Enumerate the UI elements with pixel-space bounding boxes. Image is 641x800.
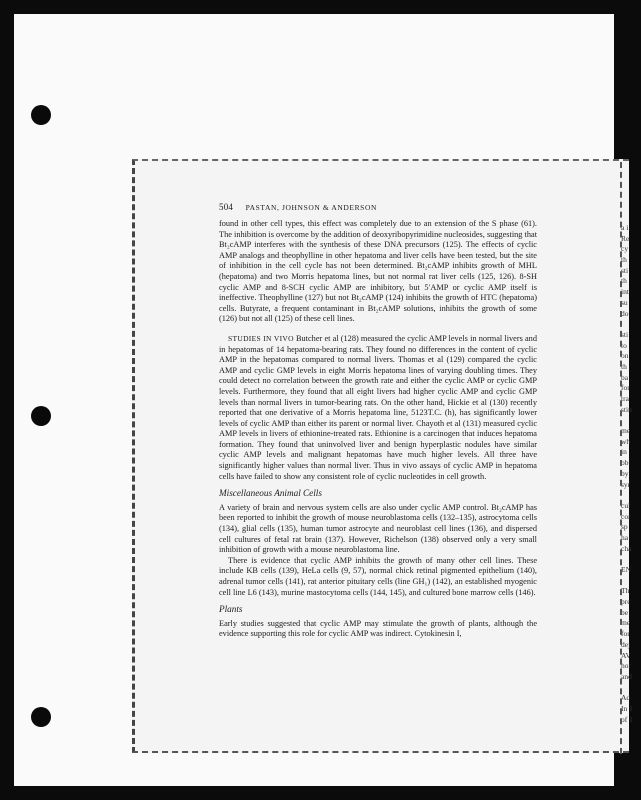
- punch-hole-bottom: [31, 707, 51, 727]
- facing-page-fragment: prc: [621, 597, 631, 607]
- paragraph-misc-1: A variety of brain and nervous system cells are also under cyclic AMP control. Bt₂cAMP has been reported to inhibit the growth of mouse neuroblastoma cells (132–135), astrocytoma cells (134), glial cells (135), human tumor astrocyte and neuroblast cell lines (136), and dispersed cell cultures of fetal rat brain (137). However, Richelson (138) observed only a very small inhibition of growth with a mouse neuroblastoma line.: [219, 502, 537, 555]
- facing-page-fragment: be: [621, 607, 629, 617]
- facing-page-fragment: a i: [621, 223, 629, 232]
- facing-page-fragment: to: [621, 340, 627, 350]
- facing-page-fragment: ha: [621, 532, 629, 542]
- facing-page-fragment: Re: [621, 233, 630, 243]
- running-header: [219, 202, 377, 212]
- facing-page-fragment: by: [621, 468, 629, 478]
- facing-page-fragments: [621, 223, 641, 725]
- page-edge: [620, 162, 624, 754]
- page-number: 504: [219, 202, 234, 212]
- punch-hole-top: [31, 105, 51, 125]
- facing-page-fragment: tra: [621, 394, 629, 403]
- facing-page-fragment: of 1: [621, 714, 633, 724]
- facing-page-fragment: hor: [621, 661, 631, 671]
- section-heading-plants: Plants: [219, 604, 243, 615]
- facing-page-fragment: sti: [621, 265, 629, 275]
- studies-text: Butcher et al (128) measured the cyclic AMP levels in normal livers and in hepatomas of 14 hepatoma-bearing rats. They found no differences in the content of cyclic AMP in the hepatomas compared to normal livers. Thomas et al (129) compared the cyclic AMP and cyclic GMP levels in eight Morris hepatoma lines of varying doubling times. They could detect no correlation between the growth rate and either the cyclic AMP or cyclic GMP levels. Furthermore, they found that all eight livers had higher cyclic AMP and cyclic GMP levels than normal livers in tumor-bearing rats. On the other hand, Hickie et al (130) recently reported that one derivative of a Morris hepatoma line, 5123T.C. (h), has significantly lower levels of cyclic AMP than either its parent or normal liver. Chayoth et al (131) measured cyclic AMP levels in livers of ethionine-treated rats. Ethionine is a carcinogen that induces hepatoma formation. They found that uninvolved liver and benign hyperplastic nodules have similar cyclic AMP levels and malignant hepatomas have much higher levels. All three have significantly higher values than normal liver. Thus in vivo assays of cyclic AMP in hepatoma cells have failed to show any consistent role of cyclic nucleotides in cell growth.: [219, 333, 537, 481]
- facing-page-fragment: [621, 554, 641, 565]
- facing-page-fragment: [621, 683, 641, 694]
- main-text: [219, 219, 537, 640]
- facing-page-fragment: AV: [621, 650, 631, 660]
- facing-page-fragment: int: [621, 287, 629, 297]
- facing-page-fragment: In 1: [621, 703, 633, 713]
- facing-page-fragment: [621, 490, 641, 501]
- facing-page-fragment: wh: [621, 436, 631, 446]
- scanned-sheet: [14, 14, 633, 786]
- facing-page-fragment: [621, 576, 641, 587]
- facing-page-fragment: in: [621, 447, 627, 457]
- facing-page-fragment: ba: [621, 372, 629, 382]
- book-page: [132, 159, 633, 753]
- facing-page-fragment: for: [621, 383, 630, 393]
- facing-page-fragment: th: [621, 255, 627, 265]
- facing-page-fragment: on: [621, 351, 629, 361]
- paragraph-studies-in-vivo: [219, 334, 537, 482]
- facing-page-fragment: Ad: [621, 693, 631, 703]
- facing-page-fragment: sti: [621, 329, 629, 339]
- facing-page-fragment: th: [621, 361, 627, 371]
- facing-page-fragment: EN: [621, 565, 631, 574]
- facing-page-fragment: ob: [621, 458, 629, 468]
- facing-page-fragment: for: [621, 629, 630, 639]
- facing-page-fragment: dej: [621, 639, 631, 649]
- facing-page-fragment: th: [621, 276, 627, 286]
- facing-page-fragment: me: [621, 426, 631, 436]
- facing-page-fragment: do: [621, 308, 629, 318]
- facing-page-fragment: sp: [621, 522, 628, 532]
- paragraph-misc-2: There is evidence that cyclic AMP inhibits the growth of many other cell lines. These include KB cells (139), HeLa cells (9, 57), normal chick retinal pigmented epithelium (140), adrenal tumor cells (141), rat anterior pituitary cells (line GH₁) (142), an established myogenic cell line L6 (143), murine mastocytoma cells (144, 145), and cultured bone marrow cells (146).: [219, 555, 537, 597]
- facing-page-fragment: and: [621, 671, 632, 681]
- punch-hole-middle: [31, 406, 51, 426]
- facing-page-fragment: Th: [621, 586, 630, 596]
- authors: PASTAN, JOHNSON & ANDERSON: [245, 203, 377, 212]
- facing-page-fragment: syr: [621, 479, 631, 489]
- section-heading-misc: Miscellaneous Animal Cells: [219, 488, 322, 499]
- studies-heading: STUDIES IN VIVO: [228, 333, 294, 343]
- facing-page-fragment: me: [621, 618, 631, 628]
- facing-page-fragment: [621, 415, 641, 426]
- paragraph-plants: Early studies suggested that cyclic AMP may stimulate the growth of plants, although the evidence supporting this role for cyclic AMP was indirect. Cytokinesin I,: [219, 618, 537, 639]
- facing-page-fragment: cul: [621, 500, 631, 510]
- facing-page-fragment: su: [621, 297, 628, 307]
- facing-page-fragment: cha: [621, 543, 632, 553]
- facing-page-fragment: stin: [621, 404, 632, 414]
- facing-page-fragment: cor: [621, 511, 631, 521]
- facing-page-fragment: [621, 319, 641, 330]
- facing-page-fragment: cy: [621, 244, 629, 254]
- paragraph-hepatoma: found in other cell types, this effect was completely due to an extension of the S phase (61). The inhibition is overcome by the addition of deoxyribopyrimidine nucleosides, suggesting that Bt₂cAMP interferes with the synthesis of these DNA precursors (125). The effects of cyclic AMP analogs and theophylline in other hepatoma and liver cells have been tested, but the site of inhibition in the cell cycle has not been determined. Bt₂cAMP inhibits growth of MHL (hepatoma) and two Morris hepatoma lines, but not normal rat liver cells (125, 126). 8-SH cyclic AMP and 8-SCH cyclic AMP are inhibitory, but 5′AMP or cyclic AMP itself is ineffective. Theophylline (127) but not Bt₂cAMP (124) inhibits the growth of HTC (hepatoma) cells. Butyrate, a frequent contaminant in Bt₂cAMP solutions, inhibits the growth of some (126) but not all (125) of these cell lines.: [219, 219, 537, 324]
